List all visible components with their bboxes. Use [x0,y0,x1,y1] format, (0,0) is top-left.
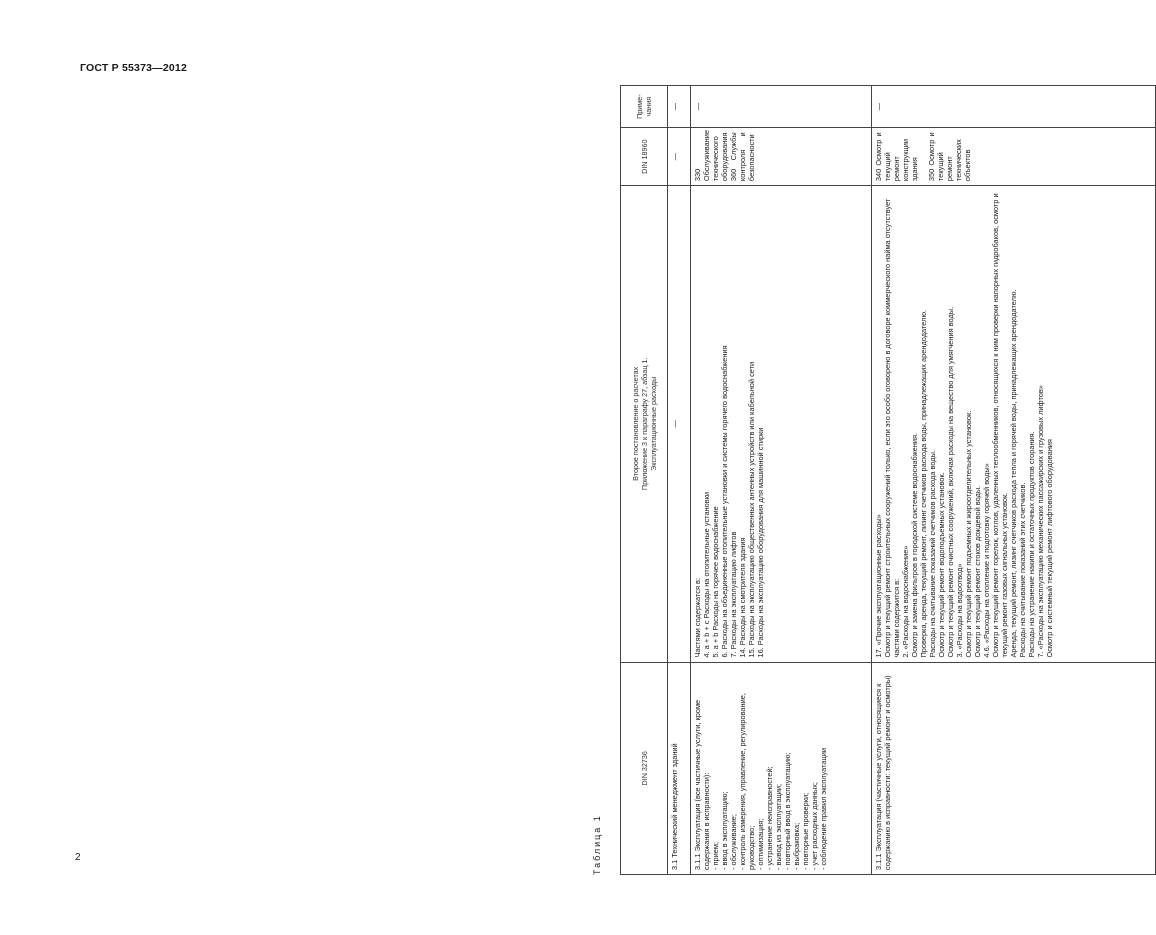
table-caption: Таблица 1 [592,814,602,875]
row2-notes-cell: — [872,86,1156,128]
section-cell-regulation: — [668,186,691,662]
row2-din32736-cell: 3.1.1 Эксплуатация (частичные услуги, относящиеся к содержанию в исправности: текущий ремонт и осмотры) [872,662,1156,874]
document-header: ГОСТ Р 55373—2012 [80,62,188,74]
section-cell-din18960: — [668,128,691,186]
page-number: 2 [75,852,81,863]
column-header-regulation: Второе постановление о расчетах Приложение 3 к параграфу 27, абзац 1. Эксплуатационные расходы [621,186,668,662]
row1-regulation-cell: Частями содержатся в: 4. а + b + с Расходы на отопительные установки 5. а + b Расходы на горячее водоснабжение 6. Расходы на объединенные отопительные установки и системы горячего водоснабжения 7. Расходы на эксплуатацию лифтов 14. Расходы на смотрителя здания 15. Расходы на эксплуатацию общественных антенных устройств или кабельной сети 16. Расходы на эксплуатацию оборудования для машинной стирки [690,186,871,662]
table-row [690,86,871,875]
column-header-din32736: DIN 32736 [621,662,668,874]
row1-notes-cell: — [690,86,871,128]
row2-din18960-cell: 340 Осмотр и текущий ремонт конструкции здания 350 Осмотр и текущий ремонт технических объектов [872,128,1156,186]
row1-din32736-cell: 3.1.1 Эксплуатация (все частичные услуги, кроме содержания в исправности): - прием; - ввод в эксплуатацию; - обслуживание; - контроль измерения, управление, регулирование, руководство; - оптимизация; - устранение неисправностей; - вывод из эксплуатации; - повторный ввод в эксплуатацию; - выбраковка; - повторные проверки; - учет расходных данных; - соблюдение правил эксплуатации [690,662,871,874]
column-header-notes: Приме- чания [621,86,668,128]
row1-din18960-cell: 330 Обслуживание технического оборудования 360 Службы контроля и безопасности [690,128,871,186]
row2-regulation-cell: 17. «Прочие эксплуатационные расходы» Осмотр и текущий ремонт строительных сооружений только, если это особо оговорено в договоре коммерческого найма отсутствует частями содержится в: 2. «Расходы на водоснабжение» Осмотр и замена фильтров в городской системе водоснабжения. Проверка, аренда, текущий ремонт, лизинг счетчиков расхода воды, принадлежащих арендодателю. Расходы на считывание показаний счетчиков расхода воды. Осмотр и текущий ремонт водоподъемных установок. Осмотр и текущий ремонт очистных сооружений, включая расходы на вещество для умягчения воды. 3. «Расходы на водоотвод» Осмотр и текущий ремонт подъемных и жироотделительных установок. Осмотр и текущий ремонт стоков дождевой воды. 4.6. «Расходы на отопление и подготовку горячей воды» Осмотр и текущий ремонт горелок, котлов, удаленных теплообменников, относящихся к ним проверки напорных гидробаков, осмотр и текущий ремонт газовых сигнальных установок. Аренда, текущий ремонт, лизинг счетчиков расхода тепла и горячей воды, принадлежащих арендодателю. Расходы на считывание показаний этих счетчиков. Расходы на устранение накипи и остаточных продуктов сгорания. 7. «Расходы на эксплуатацию механических пассажирских и грузовых лифтов» Осмотр и системный текущий ремонт лифтового оборудования [872,186,1156,662]
section-title: 3.1 Технический менеджмент зданий [668,662,691,874]
table-header-row [621,86,668,875]
main-table [620,85,1156,875]
rotated-table-block [592,85,1156,875]
column-header-din18960: DIN 18960 [621,128,668,186]
table-section-row [668,86,691,875]
table-row [872,86,1156,875]
section-cell-notes: — [668,86,691,128]
